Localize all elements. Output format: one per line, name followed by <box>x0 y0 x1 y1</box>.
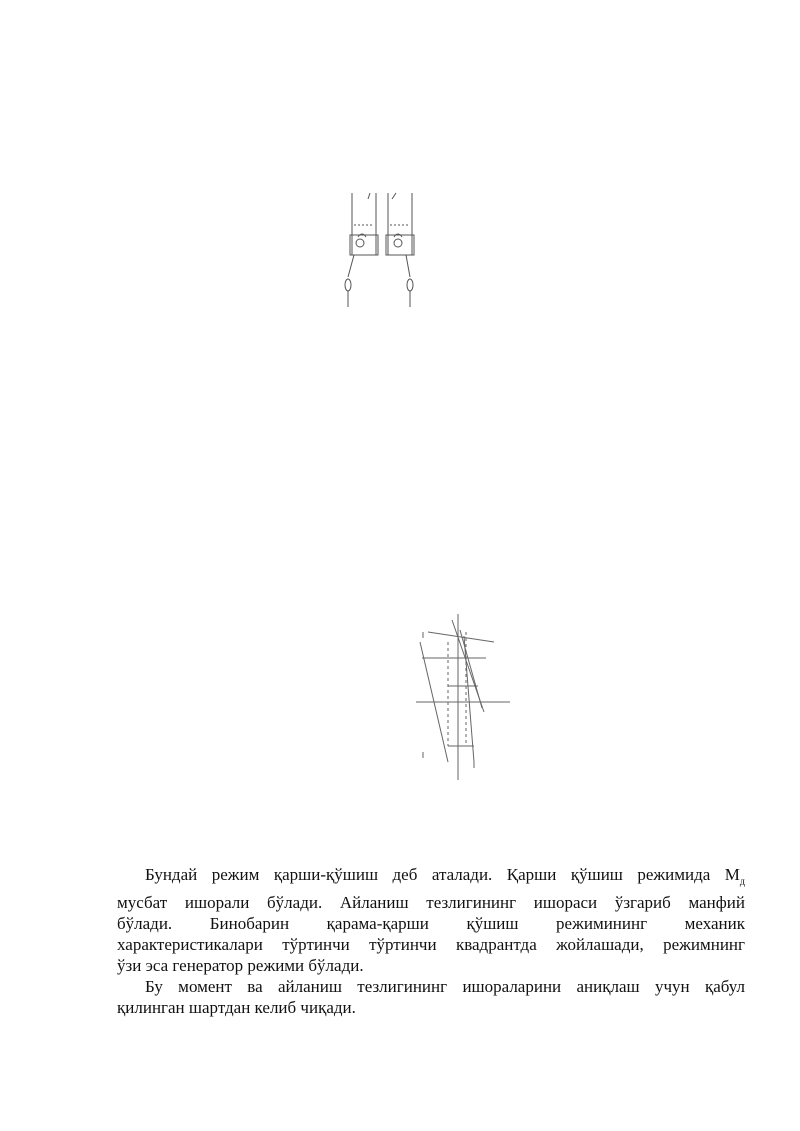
text-line: Бу момент ва айланиш тезлигининг ишораларини аниқлаш учун қабул <box>145 977 745 997</box>
text-line: Бундай режим қарши-қўшиш деб аталади. Қарши қўшиш режимида $M_д$ <box>145 865 745 888</box>
text-line: ўзи эса генератор режими бўлади. <box>117 956 364 976</box>
paragraph-1 <box>117 864 745 976</box>
body-text <box>117 864 745 1018</box>
subscript: д <box>739 876 745 888</box>
text-line: бўлади. Бинобарин қарама-қарши қўшиш режимининг механик <box>117 914 745 934</box>
mechanical-characteristics-figure <box>408 612 518 784</box>
circuit-sketch-figure <box>330 185 440 315</box>
text-line: қилинган шартдан келиб чиқади. <box>117 998 356 1018</box>
paragraph-2 <box>117 976 745 1018</box>
text-line: характеристикалари тўртинчи тўртинчи квадрантда жойлашади, режимнинг <box>117 935 745 955</box>
text-line: мусбат ишорали бўлади. Айланиш тезлигининг ишораси ўзгариб манфий <box>117 893 745 913</box>
